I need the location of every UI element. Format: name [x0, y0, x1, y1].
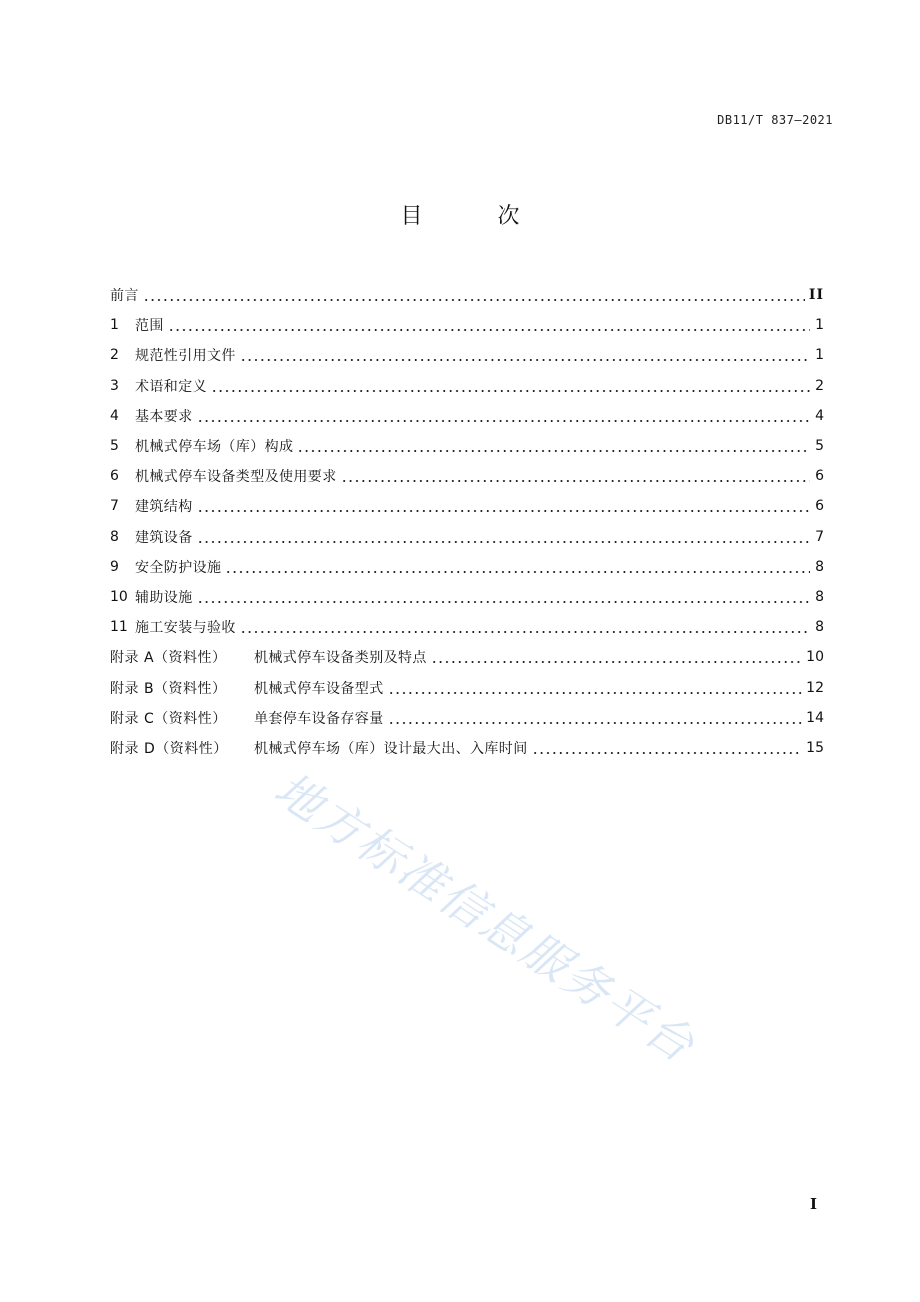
- dot-leader: [225, 571, 810, 573]
- toc-entry[interactable]: [110, 672, 824, 702]
- page-number: I: [810, 1195, 818, 1213]
- toc-entry-number: 2: [110, 347, 119, 364]
- toc-entry[interactable]: [110, 340, 824, 370]
- toc-entry-label: 范围: [135, 318, 164, 335]
- toc-entry-label: 基本要求: [135, 408, 193, 425]
- toc-entry[interactable]: [110, 522, 824, 552]
- toc-entry-number: 附录 C（资料性）: [110, 710, 227, 727]
- dot-leader: [388, 692, 803, 694]
- toc-entry[interactable]: [110, 310, 824, 340]
- document-code: DB11/T 837—2021: [717, 113, 833, 127]
- toc-entry[interactable]: [110, 733, 824, 763]
- toc-entry-page: 14: [806, 709, 824, 726]
- toc-entry-label: 辅助设施: [135, 589, 193, 606]
- toc-entry-page: 10: [806, 649, 824, 666]
- toc-entry-page: 6: [815, 468, 824, 485]
- toc-entry-page: 1: [815, 347, 824, 364]
- toc-entry-page: 1: [815, 317, 824, 334]
- toc-entry-page: 8: [815, 588, 824, 605]
- dot-leader: [341, 480, 810, 482]
- toc-entry-label: 机械式停车设备型式: [254, 680, 384, 697]
- dot-leader: [240, 359, 810, 361]
- toc-entry-number: 8: [110, 528, 119, 545]
- table-of-contents: [110, 280, 824, 763]
- toc-entry[interactable]: [110, 703, 824, 733]
- toc-entry-number: 5: [110, 438, 119, 455]
- toc-entry[interactable]: [110, 461, 824, 491]
- toc-entry-label: 建筑结构: [135, 499, 193, 516]
- toc-entry-number: 附录 A（资料性）: [110, 650, 227, 667]
- toc-entry-page: 4: [815, 407, 824, 424]
- watermark: 地方标准信息服务平台: [265, 761, 706, 1074]
- dot-leader: [240, 631, 810, 633]
- toc-entry-number: 1: [110, 317, 119, 334]
- toc-entry-page: 2: [815, 377, 824, 394]
- dot-leader: [388, 722, 803, 724]
- toc-entry-page: 5: [815, 438, 824, 455]
- toc-entry-page: 15: [806, 739, 824, 756]
- toc-entry-number: 3: [110, 377, 119, 394]
- toc-entry-label: 机械式停车设备类别及特点: [254, 650, 427, 667]
- toc-entry-number: 10: [110, 588, 128, 605]
- toc-entry[interactable]: [110, 401, 824, 431]
- dot-leader: [197, 601, 810, 603]
- dot-leader: [168, 329, 810, 331]
- toc-entry-number: 6: [110, 468, 119, 485]
- dot-leader: [431, 661, 802, 663]
- toc-entry-page: 12: [806, 679, 824, 696]
- toc-entry[interactable]: [110, 642, 824, 672]
- toc-entry-label: 术语和定义: [135, 378, 207, 395]
- toc-entry-page: II: [808, 287, 824, 304]
- toc-entry-number: 附录 B（资料性）: [110, 680, 227, 697]
- dot-leader: [143, 299, 805, 301]
- dot-leader: [211, 390, 810, 392]
- toc-entry-page: 6: [815, 498, 824, 515]
- dot-leader: [197, 420, 810, 422]
- toc-entry-label: 机械式停车设备类型及使用要求: [135, 469, 337, 486]
- dot-leader: [197, 510, 810, 512]
- dot-leader: [297, 450, 810, 452]
- toc-entry[interactable]: [110, 582, 824, 612]
- toc-entry-number: 附录 D（资料性）: [110, 740, 228, 757]
- toc-entry-label: 前言: [110, 288, 139, 305]
- toc-entry[interactable]: [110, 280, 824, 310]
- toc-entry-label: 机械式停车场（库）设计最大出、入库时间: [254, 740, 528, 757]
- toc-entry[interactable]: [110, 431, 824, 461]
- toc-entry-page: 8: [815, 619, 824, 636]
- dot-leader: [197, 541, 810, 543]
- dot-leader: [532, 752, 803, 754]
- toc-entry-label: 建筑设备: [135, 529, 193, 546]
- toc-entry[interactable]: [110, 491, 824, 521]
- toc-entry-number: 11: [110, 619, 128, 636]
- toc-entry-label: 规范性引用文件: [135, 348, 236, 365]
- toc-entry-page: 7: [815, 528, 824, 545]
- toc-entry[interactable]: [110, 612, 824, 642]
- toc-entry-label: 施工安装与验收: [135, 620, 236, 637]
- toc-entry-label: 安全防护设施: [135, 559, 222, 576]
- toc-entry-label: 单套停车设备存容量: [254, 710, 384, 727]
- toc-entry-page: 8: [815, 558, 824, 575]
- toc-entry-number: 7: [110, 498, 119, 515]
- toc-entry-label: 机械式停车场（库）构成: [135, 439, 294, 456]
- toc-entry[interactable]: [110, 552, 824, 582]
- toc-entry-number: 9: [110, 558, 119, 575]
- page-title: 目 次: [400, 204, 554, 229]
- toc-entry[interactable]: [110, 371, 824, 401]
- toc-entry-number: 4: [110, 407, 119, 424]
